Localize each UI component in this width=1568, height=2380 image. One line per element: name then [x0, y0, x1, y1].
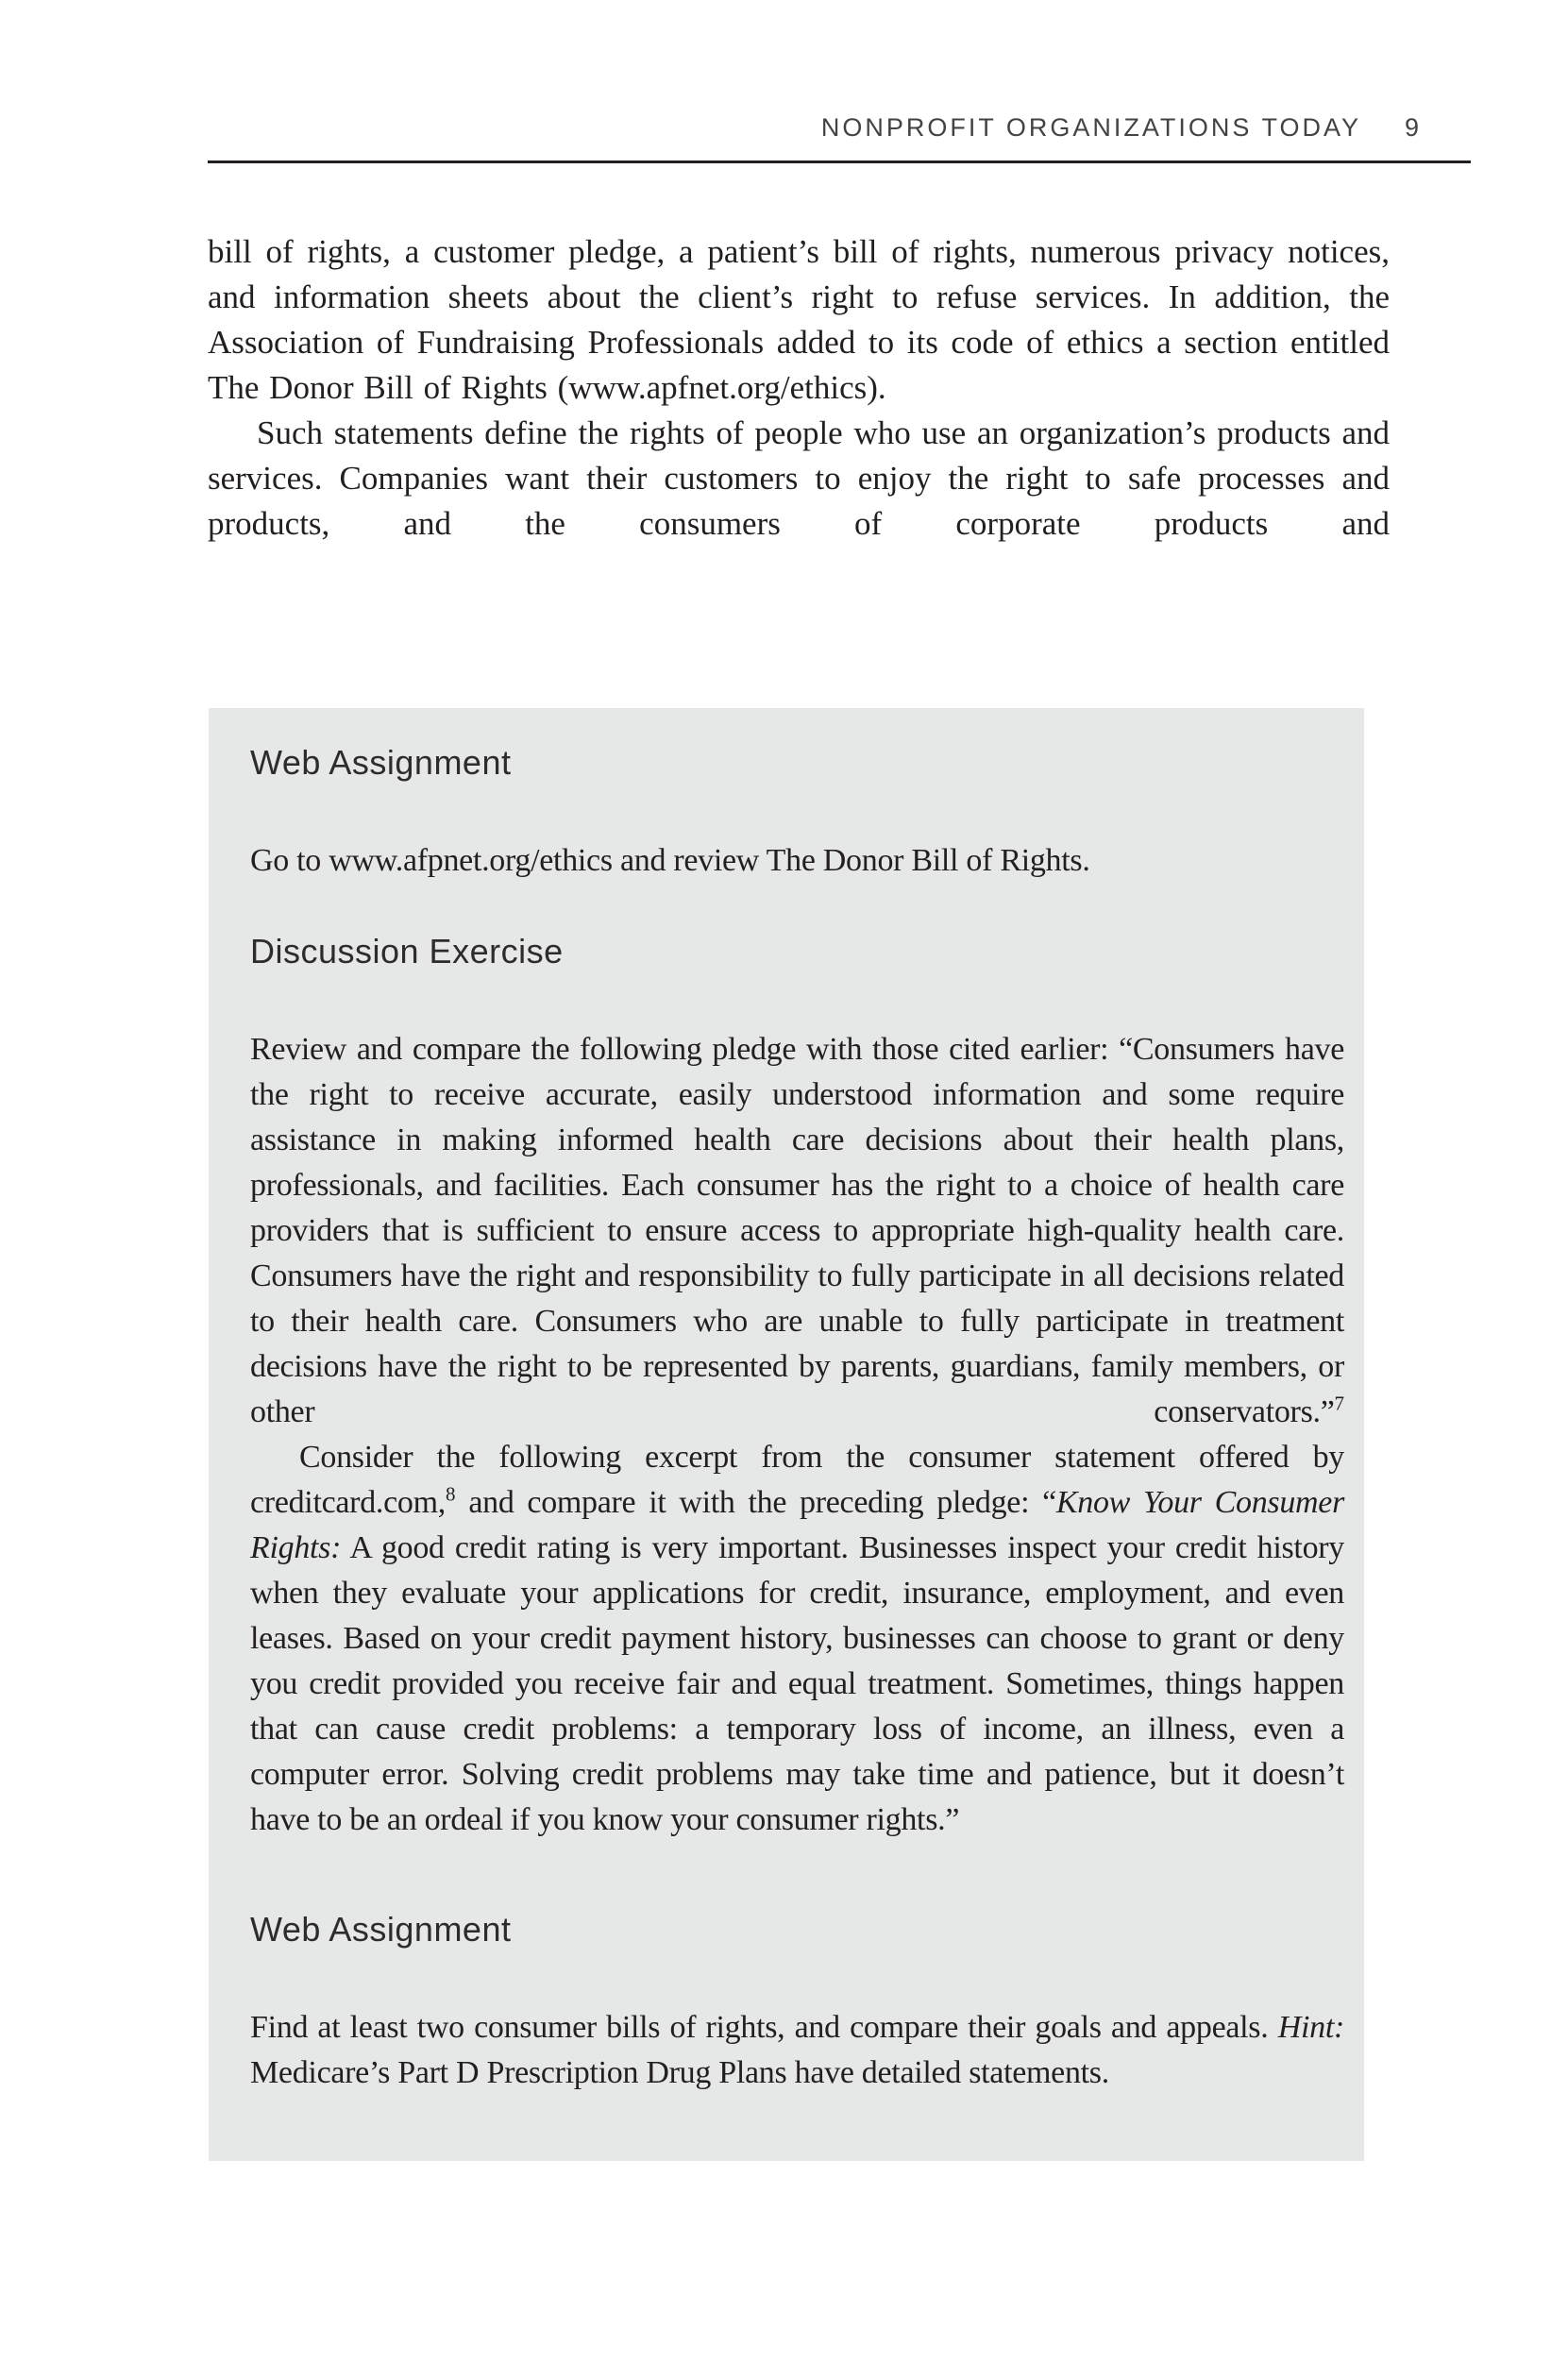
discussion-paragraph-2-italic-title: Know Your Consumer Rights:: [250, 1485, 1345, 1565]
discussion-paragraph-2-mid: and compare it with the preceding pledge: “: [455, 1485, 1056, 1520]
hint-label: Hint:: [1277, 2010, 1344, 2045]
exercise-box: [209, 708, 1364, 2161]
discussion-exercise-heading: Discussion Exercise: [250, 932, 564, 971]
discussion-paragraph-1: [250, 1027, 1344, 1435]
header-rule: [208, 160, 1471, 163]
web-assignment-2-line1: Find at least two consumer bills of rights, and compare their goals and appeals.: [250, 2010, 1278, 2045]
body-paragraph-2: Such statements define the rights of people who use an organization’s products and services. Companies want their customers to enjoy the right to safe processes and products, and the consumers of corporate products and: [208, 414, 1390, 542]
body-paragraph-1: bill of rights, a customer pledge, a patient’s bill of rights, numerous privacy notices, and information sheets about the client’s right to refuse services. In addition, the Association of Fundraising Professionals added to its code of ethics a section entitled The Donor Bill of Rights (www.apfnet.org/ethics).: [208, 233, 1390, 406]
main-text-column: [208, 229, 1390, 547]
running-head: [821, 111, 1419, 143]
discussion-paragraph-2-lead: Consider the following excerpt from the consumer statement offered by creditcard.com,: [250, 1440, 1344, 1520]
footnote-ref-8: 8: [445, 1482, 456, 1506]
running-head-title: NONPROFIT ORGANIZATIONS TODAY: [820, 113, 1361, 142]
page-number: 9: [1404, 113, 1419, 142]
discussion-paragraph-2: [250, 1435, 1344, 1843]
discussion-paragraph-1-text: Review and compare the following pledge with those cited earlier: “Consumers have the right to receive accurate, easily understood information and some require assistance in making informed health care decisions about their health plans, professionals, and facilities. Each consumer has the right to a choice of health care providers that is sufficient to ensure access to appropriate high-quality health care. Consumers have the right and responsibility to fully participate in all decisions related to their health care. Consumers who are unable to fully participate in treatment decisions have the right to be represented by parents, guardians, family members, or other conservators.”: [250, 1032, 1344, 1429]
discussion-paragraph-2-rest: A good credit rating is very important. Businesses inspect your credit history when they evaluate your applications for credit, insurance, employment, and even leases. Based on your credit payment history, businesses can choose to grant or deny you credit provided you receive fair and equal treatment. Sometimes, things happen that can cause credit problems: a temporary loss of income, an illness, even a computer error. Solving credit problems may take time and patience, but it doesn’t have to be an ordeal if you know your consumer rights.”: [250, 1530, 1344, 1837]
web-assignment-1-body: Go to www.afpnet.org/ethics and review The Donor Bill of Rights.: [250, 843, 1090, 878]
web-assignment-2-heading: Web Assignment: [250, 1910, 512, 1949]
web-assignment-2-body: [250, 2005, 1344, 2096]
footnote-ref-7: 7: [1334, 1392, 1344, 1415]
web-assignment-1-heading: Web Assignment: [250, 743, 512, 782]
hint-text: Medicare’s Part D Prescription Drug Plans have detailed statements.: [250, 2055, 1109, 2090]
